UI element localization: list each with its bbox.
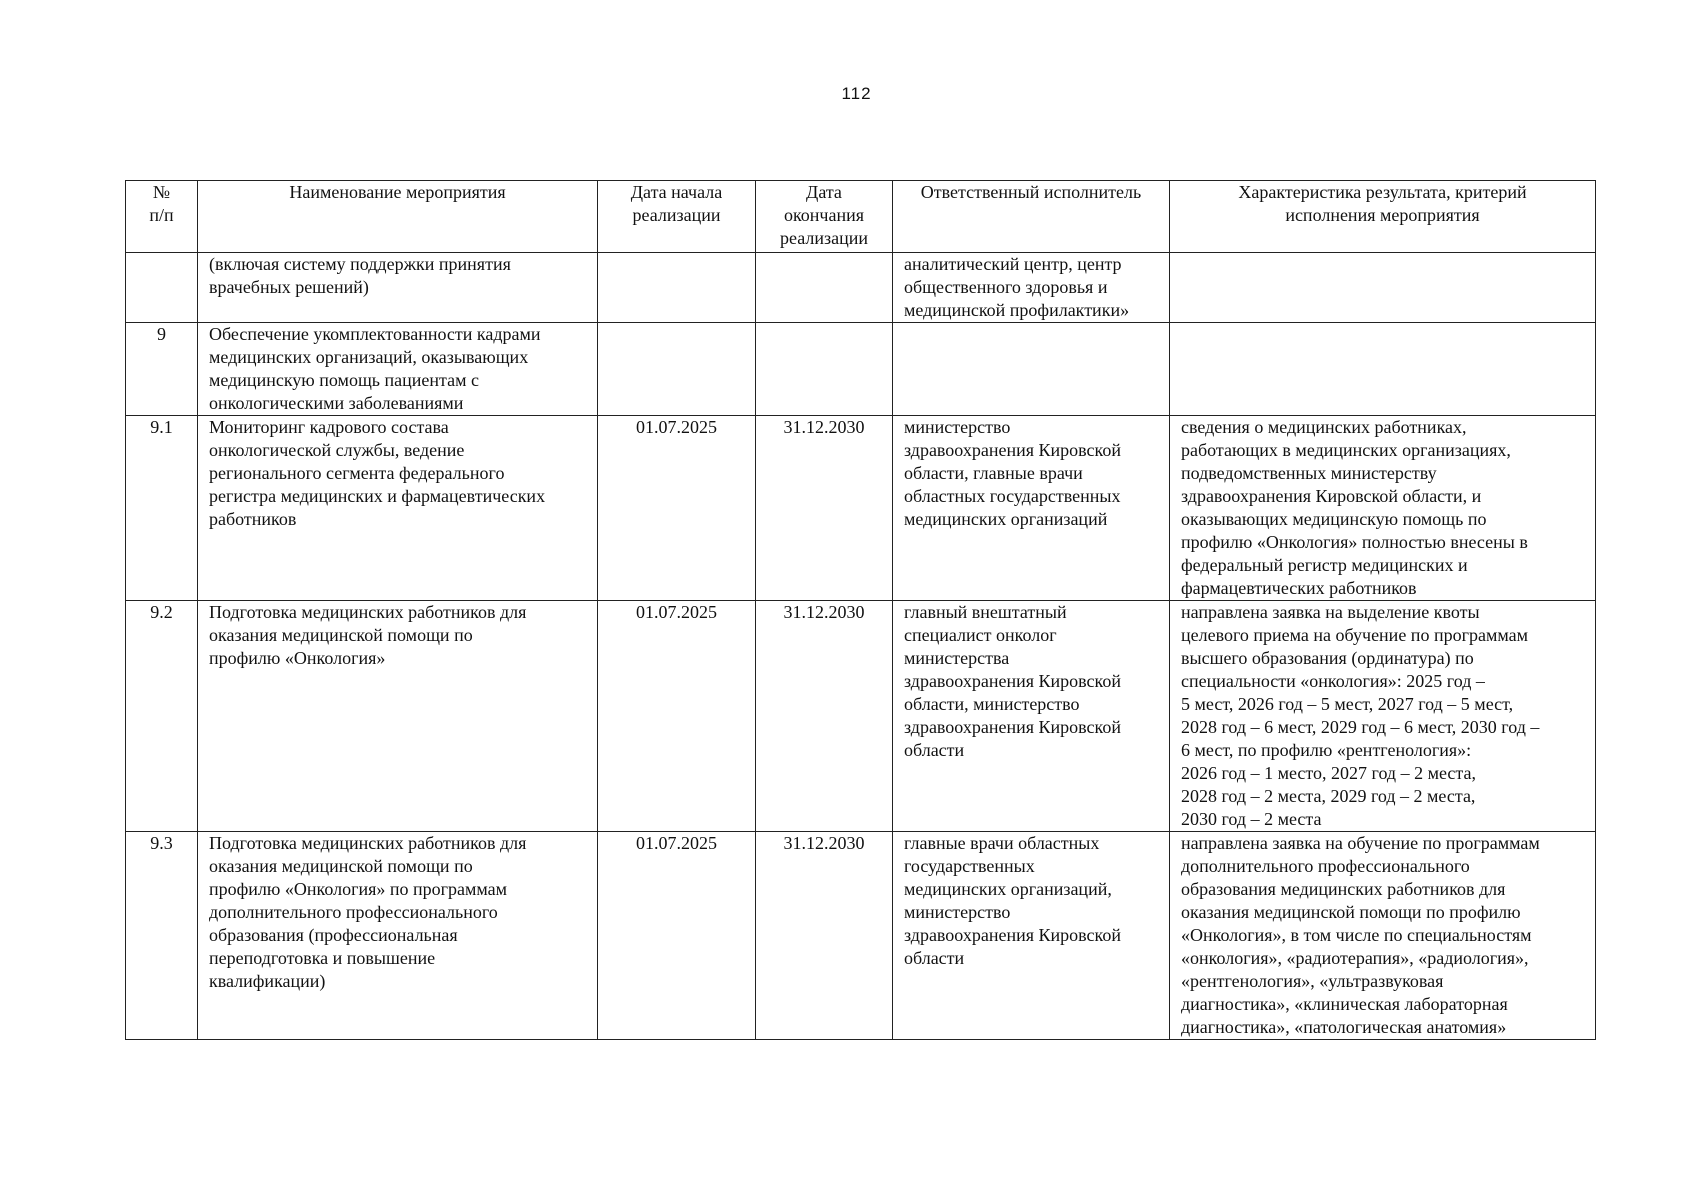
table-row: [126, 832, 1596, 1040]
row-end-date: [756, 253, 893, 323]
row-event-name: Подготовка медицинских работников для оказания медицинской помощи по профилю «Онкология» по программам дополнительного профессионального образования (профессиональная переподготовка и повышение квалификации): [198, 832, 598, 1040]
row-start-date: [598, 323, 756, 416]
row-result: направлена заявка на обучение по программам дополнительного профессионального образования медицинских работников для оказания медицинской помощи по профилю «Онкология», в том числе по специальностям «онкология», «радиотерапия», «радиология», «рентгенология», «ультразвуковая диагностика», «клиническая лабораторная диагностика», «патологическая анатомия»: [1170, 832, 1596, 1040]
row-responsible: [893, 323, 1170, 416]
table-row: [126, 323, 1596, 416]
row-end-date: 31.12.2030: [756, 601, 893, 832]
row-responsible: аналитический центр, центр общественного здоровья и медицинской профилактики»: [893, 253, 1170, 323]
row-number: 9.3: [126, 832, 198, 1040]
row-number: 9.1: [126, 416, 198, 601]
events-table: [125, 180, 1596, 1040]
row-number: [126, 253, 198, 323]
page-number: 112: [841, 84, 872, 103]
row-end-date: 31.12.2030: [756, 832, 893, 1040]
row-result: [1170, 253, 1596, 323]
row-responsible: главный внештатный специалист онколог министерства здравоохранения Кировской области, министерство здравоохранения Кировской области: [893, 601, 1170, 832]
table-row: [126, 416, 1596, 601]
table-header-row: [126, 181, 1596, 253]
row-start-date: 01.07.2025: [598, 601, 756, 832]
table-row: [126, 253, 1596, 323]
row-end-date: [756, 323, 893, 416]
row-responsible: главные врачи областных государственных медицинских организаций, министерство здравоохранения Кировской области: [893, 832, 1170, 1040]
row-responsible: министерство здравоохранения Кировской области, главные врачи областных государственных медицинских организаций: [893, 416, 1170, 601]
header-event-name: Наименование мероприятия: [198, 181, 598, 253]
row-result: сведения о медицинских работниках, работающих в медицинских организациях, подведомственных министерству здравоохранения Кировской области, и оказывающих медицинскую помощь по профилю «Онкология» полностью внесены в федеральный регистр медицинских и фармацевтических работников: [1170, 416, 1596, 601]
row-number: 9.2: [126, 601, 198, 832]
row-start-date: 01.07.2025: [598, 832, 756, 1040]
row-event-name: (включая систему поддержки принятия врачебных решений): [198, 253, 598, 323]
row-result: направлена заявка на выделение квоты целевого приема на обучение по программам высшего образования (ординатура) по специальности «онкология»: 2025 год – 5 мест, 2026 год – 5 мест, 2027 год – 5 мест, 2028 год – 6 мест, 2029 год – 6 мест, 2030 год – 6 мест, по профилю «рентгенология»: 2026 год – 1 место, 2027 год – 2 места, 2028 год – 2 места, 2029 год – 2 места, 2030 год – 2 места: [1170, 601, 1596, 832]
table-row: [126, 601, 1596, 832]
row-event-name: Мониторинг кадрового состава онкологической службы, ведение регионального сегмента федерального регистра медицинских и фармацевтических работников: [198, 416, 598, 601]
row-result: [1170, 323, 1596, 416]
header-number: № п/п: [126, 181, 198, 253]
row-event-name: Подготовка медицинских работников для оказания медицинской помощи по профилю «Онкология»: [198, 601, 598, 832]
header-result: Характеристика результата, критерий исполнения мероприятия: [1170, 181, 1596, 253]
header-end-date: Дата окончания реализации: [756, 181, 893, 253]
row-start-date: [598, 253, 756, 323]
row-start-date: 01.07.2025: [598, 416, 756, 601]
header-responsible: Ответственный исполнитель: [893, 181, 1170, 253]
row-event-name: Обеспечение укомплектованности кадрами медицинских организаций, оказывающих медицинскую помощь пациентам с онкологическими заболеваниями: [198, 323, 598, 416]
row-number: 9: [126, 323, 198, 416]
header-start-date: Дата начала реализации: [598, 181, 756, 253]
row-end-date: 31.12.2030: [756, 416, 893, 601]
